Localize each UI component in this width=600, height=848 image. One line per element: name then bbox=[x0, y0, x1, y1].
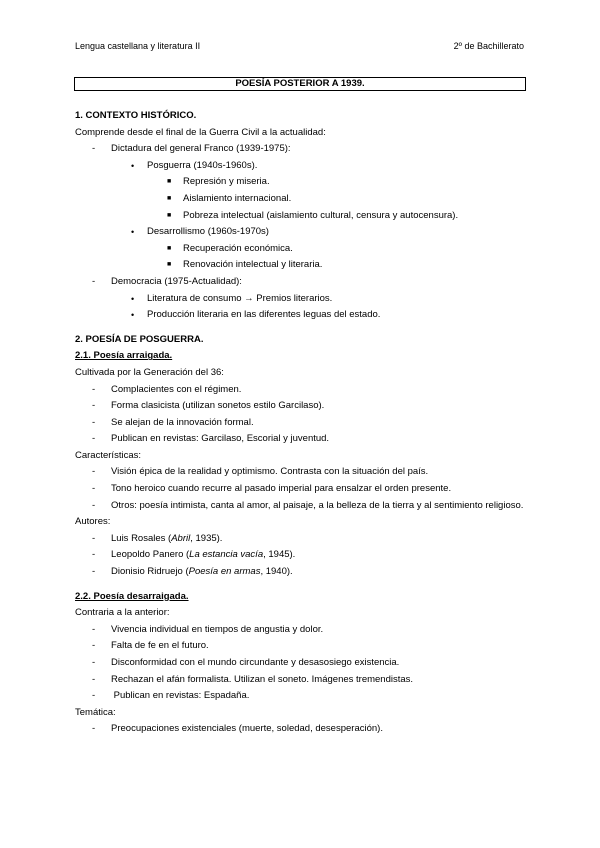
section-1-intro: Comprende desde el final de la Guerra Civil a la actualidad: bbox=[75, 126, 326, 138]
list-item: - Dictadura del general Franco (1939-1975): bbox=[92, 143, 291, 155]
list-item: - Falta de fe en el futuro. bbox=[92, 640, 209, 652]
list-item: - Luis Rosales (Abril, 1935). bbox=[92, 532, 223, 544]
list-item: - Vivencia individual en tiempos de angustia y dolor. bbox=[92, 623, 324, 635]
section-2-heading: 2. POESÍA DE POSGUERRA. bbox=[75, 333, 204, 345]
list-item: ■ Renovación intelectual y literaria. bbox=[167, 259, 323, 271]
content bbox=[75, 108, 527, 738]
list-item: ■ Aislamiento internacional. bbox=[167, 192, 292, 204]
list-item: • Posguerra (1940s-1960s). bbox=[131, 159, 258, 171]
subsection-2-1-intro: Cultivada por la Generación del 36: bbox=[75, 366, 224, 378]
list-item: - Publican en revistas: Garcilaso, Escorial y juventud. bbox=[92, 433, 330, 445]
list-item: ■ Represión y miseria. bbox=[167, 176, 270, 188]
list-desarraigada bbox=[75, 622, 527, 705]
header-left: Lengua castellana y literatura II bbox=[75, 41, 201, 51]
list-item: - Leopoldo Panero (La estancia vacía, 1945). bbox=[92, 549, 296, 561]
section-1-heading: 1. CONTEXTO HISTÓRICO. bbox=[75, 110, 197, 121]
list-item: • Desarrollismo (1960s-1970s) bbox=[131, 226, 269, 238]
list-item: - Se alejan de la innovación formal. bbox=[92, 416, 254, 428]
subsection-2-2-heading: 2.2. Poesía desarraigada. bbox=[75, 590, 189, 602]
list-item: ■ Recuperación económica. bbox=[167, 242, 293, 254]
list-item: - Rechazan el afán formalista. Utilizan el soneto. Imágenes tremendistas. bbox=[92, 673, 414, 685]
list-item: - Visión épica de la realidad y optimismo. Contrasta con la situación del país. bbox=[92, 466, 429, 478]
list-arraigada bbox=[75, 382, 527, 448]
list-item: - Tono heroico cuando recurre al pasado imperial para ensalzar el orden presente. bbox=[92, 483, 452, 495]
list-item: - Forma clasicista (utilizan sonetos estilo Garcilaso). bbox=[92, 400, 325, 412]
subsection-2-2-intro: Contraria a la anterior: bbox=[75, 607, 170, 619]
list-item: - Complacientes con el régimen. bbox=[92, 383, 242, 395]
tematica-label: Temática: bbox=[75, 706, 116, 718]
list-item: - Disconformidad con el mundo circundante y desasosiego existencia. bbox=[92, 657, 400, 668]
list-item: - Preocupaciones existenciales (muerte, soledad, desesperación). bbox=[92, 723, 383, 735]
list-tematica bbox=[75, 721, 527, 738]
caracteristicas-label: Características: bbox=[75, 449, 141, 461]
page-title: POESÍA POSTERIOR A 1939. bbox=[74, 77, 526, 91]
list-item: • Producción literaria en las diferentes leguas del estado. bbox=[131, 309, 381, 321]
list-item: • Literatura de consumo → Premios literarios. bbox=[131, 292, 333, 304]
subsection-2-1-heading: 2.1. Poesía arraigada. bbox=[75, 350, 173, 362]
list-periods bbox=[75, 141, 527, 324]
list-autores bbox=[75, 531, 527, 581]
list-item: - Dionisio Ridruejo (Poesía en armas, 1940). bbox=[92, 566, 293, 578]
autores-label: Autores: bbox=[75, 516, 111, 528]
header-right: 2º de Bachillerato bbox=[453, 41, 524, 51]
list-item: ■ Pobreza intelectual (aislamiento cultural, censura y autocensura). bbox=[167, 209, 459, 221]
list-item: - Publican en revistas: Espadaña. bbox=[92, 690, 250, 702]
list-caracteristicas bbox=[75, 464, 527, 514]
list-item: - Otros: poesía intimista, canta al amor, al paisaje, a la belleza de la tierra y al sentimiento religioso. bbox=[92, 499, 524, 511]
list-item: - Democracia (1975-Actualidad): bbox=[92, 275, 242, 287]
